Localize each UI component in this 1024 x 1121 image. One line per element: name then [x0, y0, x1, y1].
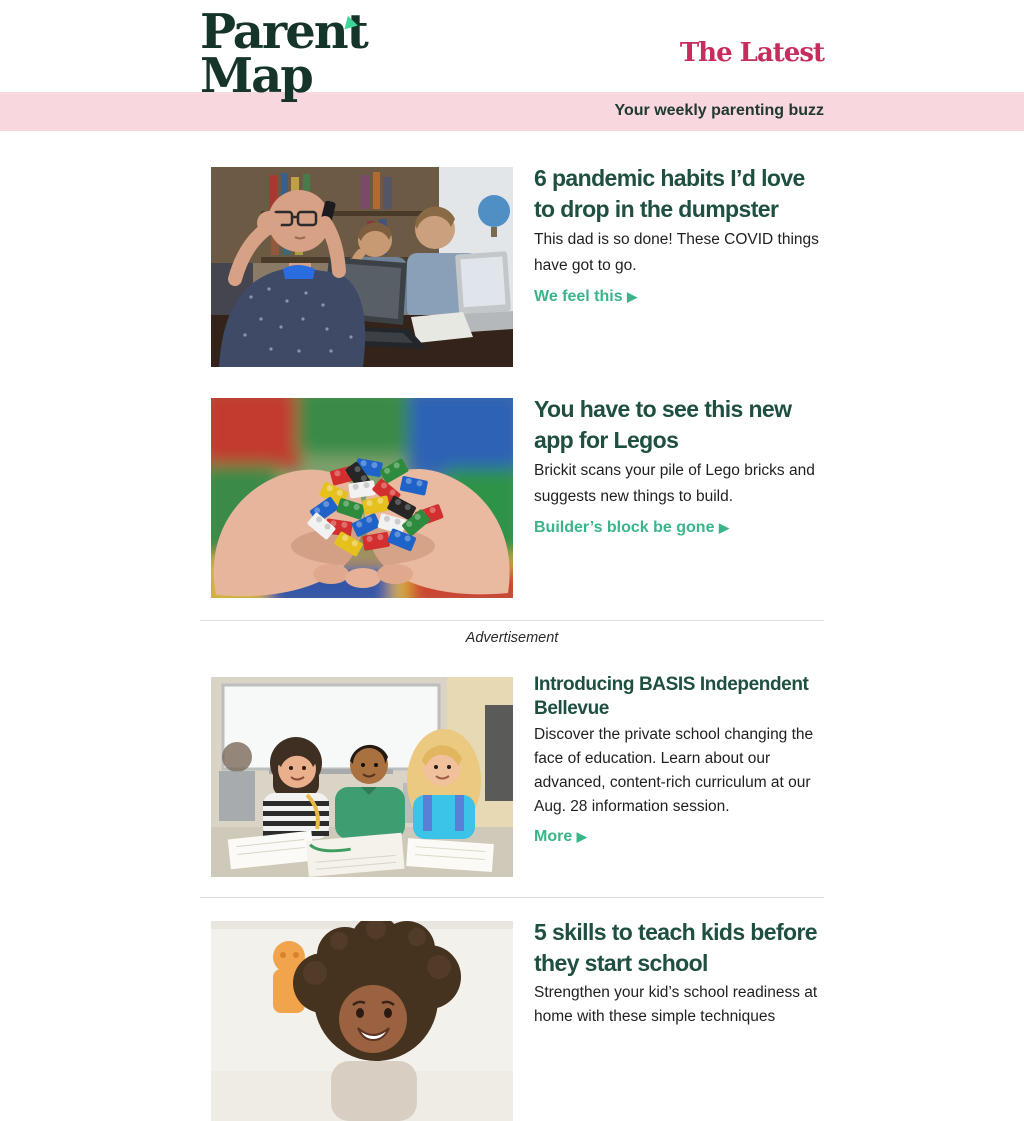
article-cta-link[interactable]	[534, 828, 587, 846]
logo-text-map: Map	[200, 48, 312, 104]
article-row-basis-ad	[200, 674, 824, 877]
article-headline[interactable]: 5 skills to teach kids before they start school	[534, 919, 817, 976]
lego-hands-illustration	[211, 398, 513, 598]
article-image-afro-child[interactable]	[211, 921, 513, 1121]
article-summary: Strengthen your kid’s school readiness at home with these simple techniques	[534, 984, 818, 1025]
article-headline[interactable]: 6 pandemic habits I’d love to drop in the dumpster	[534, 165, 805, 222]
play-arrow-icon: ▶	[627, 289, 638, 304]
article-row-school-skills	[200, 921, 824, 1121]
classroom-illustration	[211, 677, 513, 877]
section-divider	[200, 620, 824, 621]
article-text	[534, 394, 824, 537]
article-row-lego-app	[200, 398, 824, 598]
article-text	[534, 917, 824, 1029]
cta-label: More	[534, 828, 573, 845]
article-summary: This dad is so done! These COVID things have got to go.	[534, 231, 819, 274]
article-cta-link[interactable]	[534, 519, 729, 537]
header	[0, 0, 1024, 104]
article-image-dad-on-phone[interactable]	[211, 167, 513, 367]
article-text	[534, 163, 824, 306]
article-cta-link[interactable]	[534, 288, 637, 306]
logo-text-parent: Parent	[200, 4, 367, 60]
cta-label: We feel this	[534, 288, 623, 305]
afro-child-illustration	[211, 921, 513, 1121]
article-image-classroom[interactable]	[211, 677, 513, 877]
tagline-banner	[0, 92, 1024, 131]
play-arrow-icon: ▶	[576, 829, 587, 844]
parentmap-logo[interactable]	[200, 4, 367, 104]
article-image-lego-hands[interactable]	[211, 398, 513, 598]
article-text	[534, 673, 824, 846]
advertisement-label: Advertisement	[465, 630, 559, 646]
newsletter-title: The Latest	[679, 38, 824, 68]
play-arrow-icon: ▶	[718, 520, 729, 535]
article-headline[interactable]: Introducing BASIS Independent Bellevue	[534, 674, 809, 719]
article-summary: Brickit scans your pile of Lego bricks and suggests new things to build.	[534, 462, 815, 505]
tagline-text: Your weekly parenting buzz	[614, 102, 824, 119]
article-summary: Discover the private school changing the face of education. Learn about our advanced, content-rich curriculum at our Aug. 28 information session.	[534, 726, 814, 815]
dad-on-phone-illustration	[211, 167, 513, 367]
article-headline[interactable]: You have to see this new app for Legos	[534, 396, 792, 453]
section-divider	[200, 897, 824, 898]
cta-label: Builder’s block be gone	[534, 519, 715, 536]
logo-line-2	[200, 48, 367, 104]
article-list	[200, 167, 824, 1121]
article-row-pandemic-habits	[200, 167, 824, 367]
